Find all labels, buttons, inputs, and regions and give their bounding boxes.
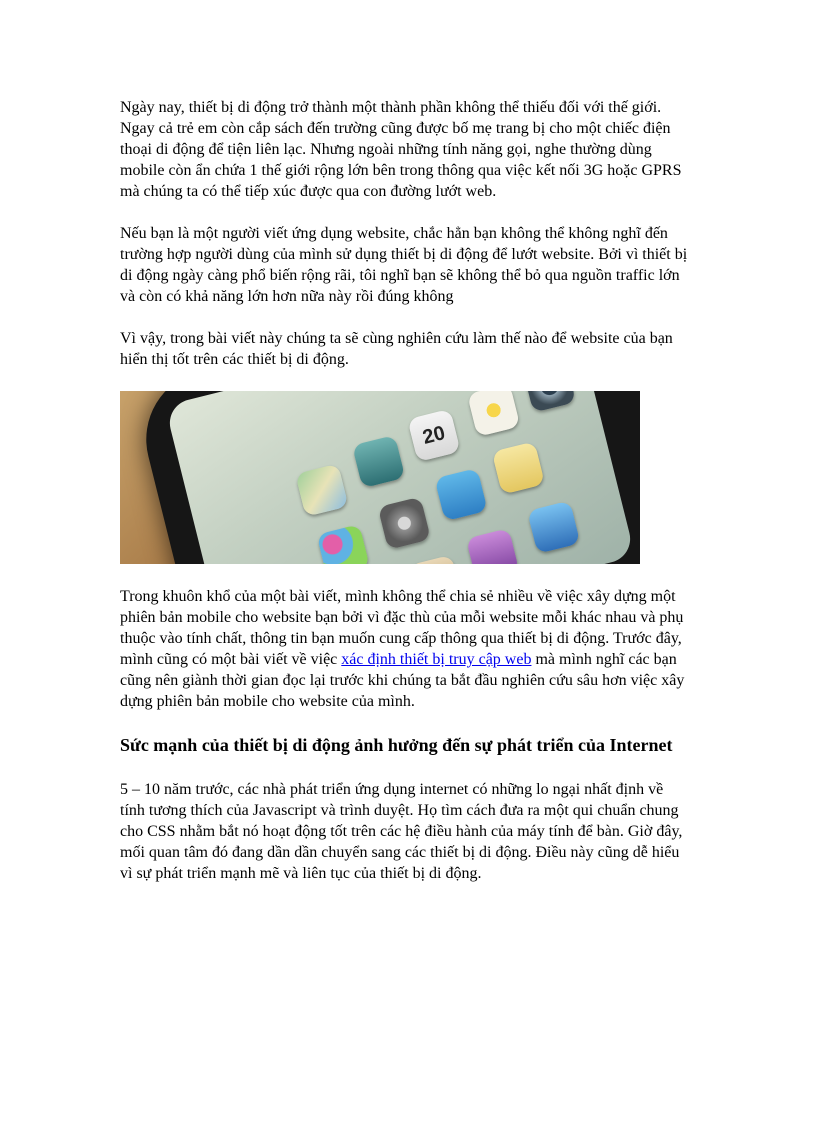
article-body (120, 97, 690, 905)
smartphone-photo (120, 391, 640, 564)
paragraph-purpose: Vì vậy, trong bài viết này chúng ta sẽ cùng nghiên cứu làm thế nào để website của bạn hiển thị tốt trên các thiết bị di động. (120, 330, 673, 368)
game-center-app-icon (317, 524, 370, 564)
calendar-app-icon (407, 409, 460, 462)
paragraph-web-developer: Nếu bạn là một người viết ứng dụng website, chắc hẳn bạn không thể không nghĩ đến trường hợp người dùng của mình sử dụng thiết bị di động để lướt website. Bởi vì thiết bị di động ngày càng phổ biến rộng rãi, tôi nghĩ bạn sẽ không thể bỏ qua nguồn traffic lớn và còn có khả năng lớn hơn nữa này rồi đúng không (120, 225, 688, 305)
phone-screen (165, 391, 635, 564)
maps-app-icon (295, 463, 348, 516)
section-heading: Sức mạnh của thiết bị di động ảnh hưởng đến sự phát triển của Internet (120, 735, 673, 755)
paragraph-scope (120, 586, 690, 712)
stocks-app-icon (352, 435, 405, 488)
paragraph-scope-text-after: mà mình nghĩ các bạn cũng nên giành thời gian đọc lại trước khi chúng ta bắt đầu nghiên cứu sâu hơn việc xây dựng phiên bản mobile cho website của mình. (120, 651, 685, 710)
contacts-app-icon (409, 555, 462, 564)
device-detection-link[interactable]: xác định thiết bị truy cập web (341, 651, 532, 668)
paragraph-history: 5 – 10 năm trước, các nhà phát triển ứng dụng internet có những lo ngại nhất định về tính tương thích của Javascript và trình duyệt. Họ tìm cách đưa ra một qui chuẩn chung cho CSS nhằm bắt nó hoạt động tốt trên các hệ điều hành của máy tính để bàn. Giờ đây, mối quan tâm đó đang dần dần chuyển sang các thiết bị di động. Điều này cũng dễ hiểu vì sự phát triển mạnh mẽ và liên tục của thiết bị di động. (120, 781, 683, 882)
settings-app-icon (378, 497, 431, 550)
paragraph-intro: Ngày nay, thiết bị di động trở thành một thành phần không thể thiếu đối với thế giới. Ngay cả trẻ em còn cắp sách đến trường cũng được bố mẹ trang bị cho một chiếc điện thoại di động để tiện liên lạc. Nhưng ngoài những tính năng gọi, nghe thường dùng mobile còn ẩn chứa 1 thế giới rộng lớn bên trong thông qua việc kết nối 3G hoặc GPRS mà chúng ta có thể tiếp xúc được qua con đường lướt web. (120, 99, 682, 200)
notes-app-icon (492, 441, 545, 494)
app-store-app-icon (527, 501, 580, 554)
weather-app-icon (434, 468, 487, 521)
photos-app-icon (467, 391, 520, 437)
paragraph-scope-text-before: Trong khuôn khổ của một bài viết, mình không thể chia sẻ nhiều về việc xây dựng một phiên bản mobile cho website bạn bởi vì đặc thù của mỗi website mỗi khác nhau và phụ thuộc vào tính chất, thông tin bạn muốn cung cấp thông qua thiết bị di động. Trước đây, mình cũng có một bài viết về việc (120, 588, 684, 668)
calendar-day: 20 (420, 422, 448, 449)
camera-app-icon (523, 391, 576, 413)
itunes-app-icon (466, 528, 519, 564)
